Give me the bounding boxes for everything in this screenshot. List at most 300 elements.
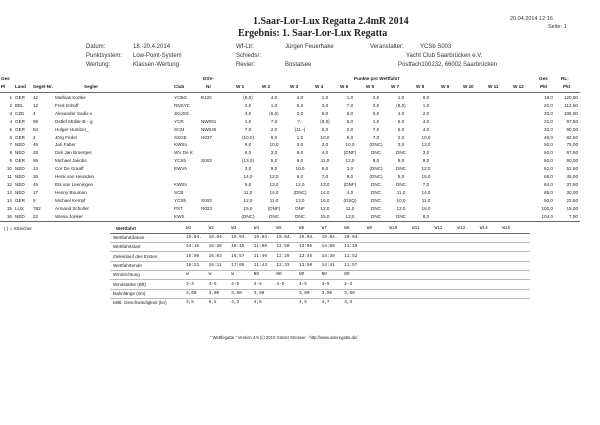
table-row (0, 103, 600, 111)
cell-w6: DNC (371, 181, 381, 187)
cell-w3: 4,0 (296, 95, 304, 100)
cell-club: PST (174, 205, 183, 211)
cell-w7: DNC (396, 150, 406, 156)
wettfahrt-value: 15:21 (186, 262, 200, 268)
cell-w5: (DNF) (343, 181, 357, 187)
cell-w8: 15,0 (421, 174, 431, 179)
cell-w5: 4,0 (346, 189, 354, 195)
cell-segel-nr: 17 (33, 189, 39, 195)
cell-w6: (DNC) (369, 166, 383, 172)
table-row (0, 127, 600, 135)
cell-w8: 4,0 (422, 118, 430, 124)
veranstalter-label: Veranstalter: (370, 44, 404, 50)
cell-w6: 3,0 (372, 102, 380, 108)
page-number: Seite: 1 (548, 24, 567, 30)
cell-w2: 12,0 (269, 174, 279, 179)
cell-w6: (DNC) (369, 174, 383, 179)
col-nr: Nr (206, 84, 212, 89)
wettfahrt-col-w14: W14 (479, 226, 488, 231)
cell-w3: 2,0 (296, 110, 304, 116)
wettfahrt-col-w10: W10 (389, 226, 398, 231)
cell-club: EWVA (174, 166, 188, 172)
cell-w7: (8,0) (396, 102, 406, 108)
table-row (0, 150, 600, 158)
cell-w3: 13,0 (295, 197, 305, 203)
cell-w6: 7,0 (372, 126, 380, 132)
cell-w2: 2,0 (270, 126, 278, 132)
cell-w2: 7,0 (270, 118, 278, 124)
cell-w6: (DNC) (369, 142, 383, 148)
wettfahrt-value: 11:10 (344, 244, 358, 250)
wettfahrt-row-label: Zieleinlauf des Ersten (113, 253, 158, 259)
wettfahrt-value: 11:52 (344, 253, 358, 259)
table-row (0, 174, 600, 182)
wettfahrt-value: 3,00 (344, 290, 355, 296)
wettfahrt-col-w1: W1 (186, 226, 192, 231)
col-w5: W 5 (340, 84, 349, 89)
cell-segler: Wiesa Jonker (55, 213, 83, 219)
cell-segel-nr: 4 (33, 110, 36, 116)
streicher-note: ( ) = Streicher (4, 226, 32, 231)
cell-w3: (11,-) (294, 126, 306, 132)
wettfahrt-row-divider (110, 298, 530, 299)
cell-segler: Alexander Sadix-x (55, 110, 93, 116)
cell-w2: 14,0 (269, 189, 279, 195)
cell-segel-nr: 36 (33, 174, 39, 179)
cell-w6: DNC (371, 189, 381, 195)
wettfahrt-value: 13:50 (299, 262, 313, 268)
cell-segel-nr: 42 (33, 95, 39, 100)
table-header-row (0, 84, 600, 92)
cell-rl-pkt: 15,00 (566, 205, 578, 211)
cell-dsv-nr: H037 (201, 134, 212, 140)
wettfahrt-value: 20.04. (344, 235, 360, 240)
punktsystem-label: Punktsystem: (86, 53, 123, 59)
cell-w5: 8,0 (346, 134, 354, 140)
cell-w7: 11,0 (396, 189, 406, 195)
veranstalter-value: YCSb S003 (420, 44, 452, 50)
cell-w6: DNC (371, 197, 381, 203)
cell-w7: 5,0 (397, 174, 405, 179)
cell-w7: DNC (396, 213, 406, 219)
cell-w7: 5,0 (397, 126, 405, 132)
cell-ges-pkt: 90,0 (544, 197, 553, 203)
cell-w1: 2,0 (244, 102, 252, 108)
wettfahrt-value: 4,7 (321, 300, 330, 306)
cell-w2: 9,0 (270, 166, 278, 172)
wettfahrt-value: W (231, 272, 234, 278)
cell-segel-nr: 99 (33, 118, 39, 124)
wettfahrt-value: 19.04. (253, 235, 270, 240)
cell-land: NED (15, 150, 25, 156)
wettfahrt-row (0, 291, 600, 298)
cell-dsv-nr: S003 (201, 158, 212, 164)
cell-segler: Jörg Feder (55, 134, 78, 140)
wettfahrt-value: NO (344, 272, 350, 278)
wettfahrt-row-divider (110, 279, 530, 280)
cell-ges-pkt: 31,0 (544, 118, 553, 124)
cell-w3: 12,0 (295, 181, 305, 187)
col-w7: W 7 (391, 84, 400, 89)
col-club: Club (174, 84, 185, 89)
schiedsr-label: Schiedsr: (236, 53, 262, 59)
col-w8: W 8 (416, 84, 425, 89)
cell-w5: (DNF) (343, 150, 357, 156)
cell-w6: 1,0 (372, 118, 380, 124)
cell-pl: 15 (6, 205, 12, 211)
wettfahrt-row (0, 300, 600, 307)
cell-ges-pkt: 60,0 (544, 158, 553, 164)
cell-ges-pkt: 22,0 (544, 102, 553, 108)
cell-rl-pkt: 52,50 (566, 166, 578, 172)
cell-w2: 11,0 (269, 197, 279, 203)
cell-w5: 1,0 (346, 95, 354, 100)
cell-w1: 12,0 (243, 197, 253, 203)
col-segler: Segler (84, 84, 99, 89)
cell-segler: Armand Scholler (55, 205, 89, 211)
wettfahrt-row-label: Windrichtung (113, 272, 140, 278)
cell-segel-nr: 14 (33, 166, 39, 172)
wettfahrt-value: 19.04. (231, 235, 247, 240)
cell-w5: 13,0 (345, 213, 355, 219)
cell-segler: Henk van Heusden (55, 174, 95, 179)
cell-ges-pkt: 30,0 (544, 110, 553, 116)
cell-dsv-nr: NW061 (201, 118, 217, 124)
cell-segel-nr: 9 (33, 197, 36, 203)
cell-w7: 6,0 (397, 118, 405, 124)
cell-club: YCBG (174, 95, 188, 100)
cell-land: NED (15, 142, 25, 148)
cell-w2: 1,0 (270, 102, 278, 108)
wettfahrt-value: W (208, 272, 212, 278)
cell-ges-pkt: 60,0 (544, 150, 553, 156)
cell-club: WV De K (174, 150, 193, 156)
wettfahrt-row-divider (110, 289, 530, 290)
wettfahrt-col-w5: W5 (276, 226, 282, 231)
wettfahrt-value: 3-4 (186, 281, 194, 287)
cell-segel-nr: 45 (33, 181, 39, 187)
cell-w3: 6,0 (296, 174, 304, 179)
wettfahrt-value: 16:11 (208, 262, 222, 268)
wertung-value: Klassen-Wertung (133, 62, 179, 68)
wettfahrt-title: Wettfahrt (116, 226, 137, 231)
wettfahrt-col-w7: W7 (321, 226, 327, 231)
result-title: Ergebnis: 1. Saar-Lor-Lux Regatta (238, 28, 388, 39)
wettfahrt-value: 6,2 (208, 300, 217, 306)
cell-w4: (9,0) (320, 118, 330, 124)
wettfahrt-col-w9: W9 (366, 226, 373, 231)
cell-land: CZE (15, 110, 25, 116)
cell-segler: Michael Jakobs (55, 158, 87, 164)
cell-dsv-nr: R023 (201, 205, 212, 211)
cell-w4: 5,0 (321, 126, 329, 132)
cell-w1: (DNC) (241, 213, 255, 219)
wettfahrt-value: 4-5 (253, 281, 262, 287)
cell-w1: 15,0 (243, 205, 253, 211)
wettfahrt-value: 4,5 (299, 300, 307, 306)
cell-land: GER (15, 134, 25, 140)
cell-dsv-nr: S003 (201, 197, 212, 203)
cell-rl-pkt: 45,00 (566, 174, 578, 179)
wettfahrt-value: 14:15 (186, 244, 200, 250)
cell-w4: 15,0 (320, 213, 330, 219)
cell-rl-pkt: 7,50 (569, 213, 578, 219)
wettfahrt-value: 4-5 (299, 281, 307, 287)
cell-ges-pkt: 84,0 (544, 181, 553, 187)
cell-w3: 7,- (297, 118, 303, 124)
wettfahrt-col-w12: W12 (434, 226, 443, 231)
wettfahrt-value: 11:08 (253, 244, 267, 250)
table-row (0, 142, 600, 150)
cell-w4: 6,0 (321, 110, 329, 116)
col-segel: Segel-Nr. (33, 84, 53, 89)
wettfahrt-value: W (186, 272, 189, 278)
wettfahrt-row-divider (110, 251, 530, 252)
wettfahrt-value: 19.04. (276, 235, 293, 240)
cell-w1: (6,0) (243, 95, 253, 100)
cell-w4: 8,0 (321, 166, 329, 172)
cell-segler: Jan Faber (55, 142, 76, 148)
cell-w5: 11,0 (345, 205, 355, 211)
cell-w3: 9,0 (296, 158, 304, 164)
cell-club: KWS (174, 213, 185, 219)
cell-segler: Detlef Müller-B···g (55, 118, 93, 124)
cell-club: KWSn (174, 181, 188, 187)
wettfahrt-value: 15:06 (186, 253, 200, 259)
wettfahrt-value: 4,3 (231, 300, 240, 306)
datum-value: 18.-20.4.2014 (133, 44, 171, 50)
cell-w8: 13,0 (421, 142, 431, 148)
wettfahrt-row-label: Wettfahrtdatum (113, 235, 145, 240)
table-row (0, 158, 600, 166)
wettfahrt-value: 11:43 (253, 262, 267, 268)
cell-pl: 13 (6, 189, 12, 195)
col-land: Land (15, 84, 26, 89)
cell-w3: 10,0 (295, 166, 305, 172)
wettfahrt-row (0, 244, 600, 251)
col-w2: W 2 (262, 84, 271, 89)
cell-rl-pkt: 37,50 (566, 181, 578, 187)
cell-w8: 2,0 (422, 110, 430, 116)
wettfahrt-row (0, 272, 600, 279)
cell-club: SSGE (174, 134, 187, 140)
cell-pl: 4 (9, 118, 12, 124)
club-address: Postfach100232, 66002 Saarbrücken (398, 62, 498, 68)
cell-w8: 6,0 (422, 95, 430, 100)
wettfahrt-value: 4,5 (253, 300, 262, 306)
cell-w1: 14,0 (243, 174, 253, 179)
cell-w4: 13,0 (320, 181, 330, 187)
cell-segel-nr: 2 (33, 134, 36, 140)
wettfahrt-value: 4-5 (276, 281, 285, 287)
cell-club: RNSYC (174, 102, 191, 108)
cell-w3: DNC (295, 213, 305, 219)
cell-rl-pkt: 120,00 (563, 95, 578, 100)
col-w12: W 12 (513, 84, 524, 89)
cell-ges-pkt: 46,0 (544, 134, 553, 140)
wettfahrt-col-w2: W2 (208, 226, 214, 231)
cell-club: SCB (174, 189, 184, 195)
cell-w4: 7,0 (321, 174, 329, 179)
cell-w8: 10,0 (421, 134, 431, 140)
cell-w5: 3,0 (346, 166, 354, 172)
col-w6: W 6 (366, 84, 375, 89)
wettfahrt-value: 16:03 (208, 253, 222, 259)
cell-pl: 3 (9, 110, 12, 116)
cell-w4: 2,0 (321, 142, 329, 148)
cell-club: YCSb (174, 158, 187, 164)
cell-w2: 13,0 (269, 181, 279, 187)
cell-w5: (DSQ) (343, 197, 357, 203)
cell-w8: 14,0 (421, 189, 431, 195)
table-bottom-divider (0, 221, 580, 222)
cell-land: GER (15, 95, 25, 100)
wettfahrt-col-w11: W11 (412, 226, 420, 231)
print-date: 20.04.2014 12:16 (510, 16, 553, 22)
wettfahrt-value: 3,00 (299, 290, 310, 296)
cell-pl: 14 (6, 197, 12, 203)
cell-ges-pkt: 19,0 (544, 95, 553, 100)
cell-w8: 12,0 (421, 166, 431, 172)
cell-w6: DNC (371, 150, 381, 156)
table-row (0, 206, 600, 214)
table-row (0, 135, 600, 143)
cell-ges-pkt: 32,0 (544, 126, 553, 132)
col-w4: W 4 (315, 84, 324, 89)
cell-pl: 16 (6, 213, 12, 219)
wettfahrt-value: 19.04. (299, 235, 315, 240)
cell-w1: 1,0 (244, 118, 252, 124)
cell-club: JKUSS (174, 110, 189, 116)
cell-w5: 10,0 (345, 142, 355, 148)
cell-w5: 5,0 (346, 118, 354, 124)
wettfahrt-value: 19.04. (321, 235, 338, 240)
wettfahrt-row (0, 263, 600, 270)
cell-segler: Cor De Graaff (55, 166, 84, 172)
wettfahrt-value: 14:41 (321, 262, 335, 268)
wettfahrt-row-label: Wettfahrtende (113, 262, 142, 268)
wettfahrt-col-labels (0, 226, 600, 233)
cell-land: GER (15, 197, 25, 203)
cell-pl: 5 (9, 126, 12, 132)
cell-dsv-nr: NW045 (201, 126, 217, 132)
cell-w6: 6,0 (372, 110, 380, 116)
cell-w8: 16,0 (421, 205, 431, 211)
cell-w4: 10,0 (320, 134, 330, 140)
cell-pl: 7 (9, 142, 12, 148)
cell-w2: 3,0 (270, 150, 278, 156)
cell-w1: (10,0) (241, 134, 254, 140)
cell-w8: 3,0 (422, 150, 430, 156)
table-row (0, 166, 600, 174)
wettfahrt-value: 15:30 (208, 244, 222, 250)
cell-ges-pkt: 62,0 (544, 166, 553, 172)
wettfahrt-col-w6: W6 (299, 226, 305, 231)
wettfahrt-value: 18.04. (186, 235, 202, 240)
wettfahrt-value: 4,3 (344, 300, 353, 306)
regatta-title: 1.Saar-Lor-Lux Regatta 2.4mR 2014 (253, 16, 409, 27)
cell-ges-pkt: 100,0 (541, 205, 553, 211)
cell-w1: 5,0 (244, 181, 252, 187)
wettfahrt-value: 16:57 (231, 253, 245, 259)
cell-segel-nr: 22 (33, 213, 39, 219)
hdr-dsv: DSV- (203, 76, 214, 81)
cell-w2: (DNF) (267, 205, 281, 211)
cell-w2: (6,0) (269, 110, 279, 116)
cell-rl-pkt: 22,50 (566, 197, 578, 203)
cell-pl: 9 (9, 158, 12, 164)
cell-land: GER (15, 158, 25, 164)
cell-segler: Fred Imhoff (55, 102, 79, 108)
cell-pl: 6 (9, 134, 12, 140)
col-ges-pkt: Pkt (540, 84, 548, 89)
cell-land: LUX (15, 205, 24, 211)
cell-w3: (DNC) (293, 189, 307, 195)
wettfahrt-value: 11:50 (276, 244, 290, 250)
wettfahrt-value: 2-3 (344, 281, 353, 287)
cell-w5: 6,0 (346, 110, 354, 116)
cell-w7: 9,0 (397, 158, 405, 164)
table-row (0, 95, 600, 103)
cell-w1: 11,0 (243, 189, 253, 195)
cell-w5: 7,0 (346, 102, 354, 108)
wettfahrt-row-label: Wettfahrtstart (113, 244, 141, 250)
wettfahrt-value: 11:57 (344, 262, 358, 268)
cell-w4: 14,0 (320, 189, 330, 195)
wettfahrt-value: 3,5 (186, 300, 194, 306)
datum-label: Datum: (86, 44, 106, 50)
cell-w2: 4,0 (270, 95, 278, 100)
cell-w5: 12,0 (345, 158, 355, 164)
table-row (0, 190, 600, 198)
wettfahrt-value: 18.04. (208, 235, 225, 240)
wettfahrt-row-label: Windstärke (Bft) (113, 281, 146, 287)
cell-w1: 3,0 (244, 166, 252, 172)
hdr-ges-pkt: Ges (539, 76, 548, 81)
cell-w7: 4,0 (397, 110, 405, 116)
cell-w5: 9,0 (346, 174, 354, 179)
cell-w4: 11,0 (320, 158, 330, 164)
cell-segel-nr: 28 (33, 150, 39, 156)
table-row (0, 198, 600, 206)
cell-ges-pkt: 68,0 (544, 174, 553, 179)
cell-pl: 10 (6, 166, 12, 172)
cell-rl-pkt: 90,00 (566, 126, 578, 132)
hdr-ges: Ges (1, 76, 10, 81)
wettfahrt-value: 14:00 (321, 244, 335, 250)
cell-land: NED (15, 181, 25, 187)
wettfahrt-row-divider (110, 242, 530, 243)
cell-w2: 8,0 (270, 134, 278, 140)
cell-w8: 11,0 (421, 197, 431, 203)
hdr-punkte: Punkte pro Wettfahrt (354, 76, 400, 81)
revier-value: Bostalsee (285, 62, 312, 68)
wf-ltr-value: Jürgen Feuerhake (285, 44, 334, 50)
cell-w1: 8,0 (244, 150, 252, 156)
cell-rl-pkt: 97,50 (566, 118, 578, 124)
wertung-label: Wertung: (86, 62, 111, 68)
cell-w3: 8,0 (296, 150, 304, 156)
cell-w3: DNF (295, 205, 305, 211)
cell-w7: 10,0 (396, 197, 406, 203)
cell-club: KWSn (174, 142, 188, 148)
cell-w7: DNC (396, 181, 406, 187)
wettfahrt-value: NO (321, 272, 327, 278)
table-row (0, 182, 600, 190)
wettfahrt-col-w13: W13 (457, 226, 466, 231)
cell-segler: Dirk Jan Broertjes (55, 150, 92, 156)
wettfahrt-row (0, 254, 600, 261)
